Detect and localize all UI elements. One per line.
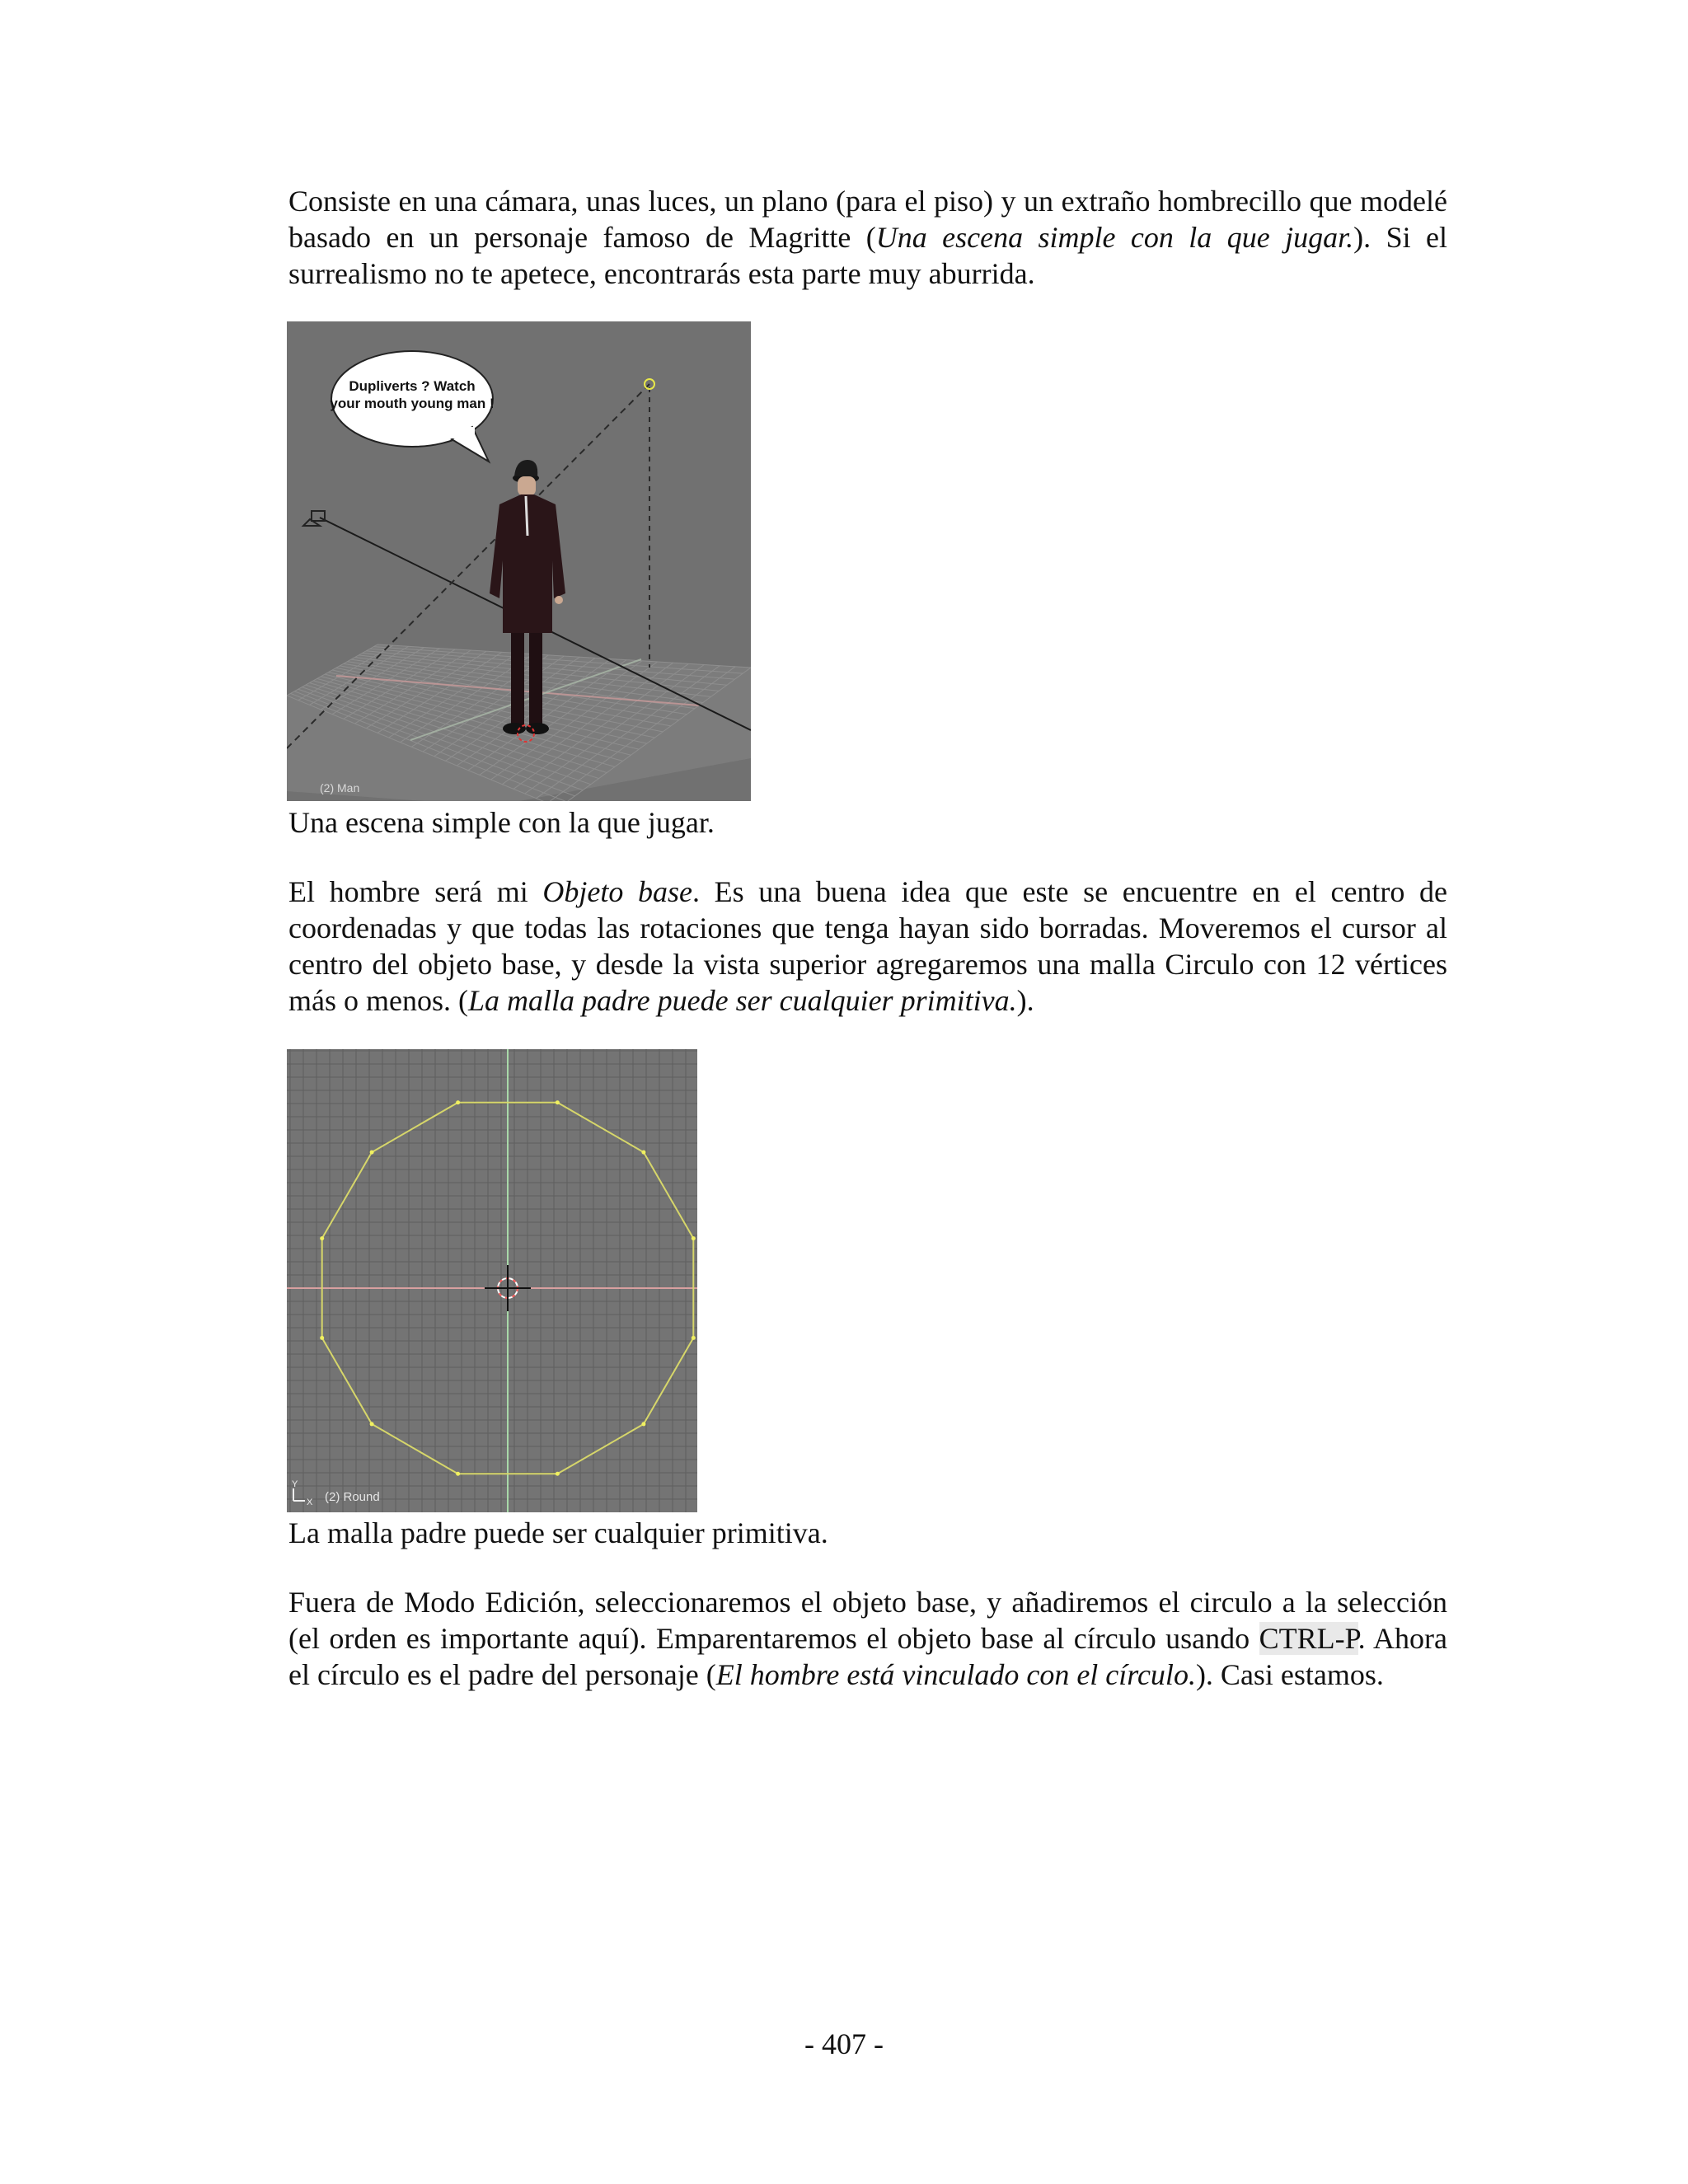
mesh-vertex	[320, 1236, 324, 1240]
mesh-vertex	[320, 1336, 324, 1340]
viewport-status-label: (2) Round	[325, 1490, 380, 1504]
page-number: - 407 -	[804, 2027, 884, 2060]
scene-render-image	[287, 321, 751, 801]
shortcut-ctrl-p: CTRL-P	[1259, 1622, 1358, 1655]
mesh-vertex	[556, 1100, 560, 1104]
mesh-vertex	[556, 1472, 560, 1476]
mesh-vertex	[370, 1422, 374, 1426]
mesh-vertex	[692, 1336, 696, 1340]
svg-text:Y: Y	[292, 1479, 298, 1489]
mesh-vertex	[456, 1100, 460, 1104]
paragraph-1-text-end: ). Si el surrealismo no te apetece, encontrarás esta parte muy aburrida.	[288, 221, 1447, 290]
figure-1-caption: Una escena simple con la que jugar.	[288, 806, 715, 839]
viewport-status-label: (2) Man	[320, 781, 360, 794]
term-objeto-base: Objeto base	[542, 875, 692, 908]
figure-reference: La malla padre puede ser cualquier primitiva.	[467, 984, 1017, 1017]
figure-reference: El hombre está vinculado con el círculo.	[715, 1658, 1196, 1691]
paragraph-1-text: Consiste en una cámara, unas luces, un plano (para el piso) y un extraño hombrecillo que modelé basado en un personaje famoso de Magritte (	[288, 185, 1447, 254]
paragraph-2-text: El hombre será mi	[288, 875, 543, 908]
paragraph-3-text-end: ). Casi estamos.	[1195, 1658, 1384, 1691]
paragraph-2-text-mid: . Es una buena idea que este se encuentre en el centro de coordenadas y que todas las rotaciones que tenga hayan sido borradas. Moveremos el cursor al centro del objeto base, y desde la vista superior agregaremos una malla Circulo con 12 vértices más o menos. (	[288, 875, 1448, 1017]
paragraph-2	[288, 874, 1447, 1019]
paragraph-1	[288, 183, 1447, 292]
mesh-vertex	[370, 1151, 374, 1155]
figure-2-caption: La malla padre puede ser cualquier primitiva.	[288, 1516, 828, 1549]
figure-reference: Una escena simple con la que jugar.	[875, 221, 1354, 254]
mesh-vertex	[641, 1151, 645, 1155]
mesh-vertex	[692, 1236, 696, 1240]
paragraph-3-text: Fuera de Modo Edición, seleccionaremos el objeto base, y añadiremos el circulo a la selección (el orden es importante aquí). Emparentaremos el objeto base al círculo usando	[288, 1586, 1447, 1655]
speech-text-line-2: your mouth young man !	[330, 396, 495, 411]
circle-mesh-top-view-image	[287, 1049, 697, 1512]
mesh-vertex	[641, 1422, 645, 1426]
mesh-vertex	[456, 1472, 460, 1476]
paragraph-3-text-mid: . Ahora el círculo es el padre del personaje (	[288, 1622, 1448, 1691]
svg-text:X: X	[307, 1497, 313, 1507]
paragraph-3	[288, 1584, 1447, 1693]
paragraph-2-text-end: ).	[1016, 984, 1034, 1017]
speech-text-line-1: Dupliverts ? Watch	[349, 378, 476, 394]
